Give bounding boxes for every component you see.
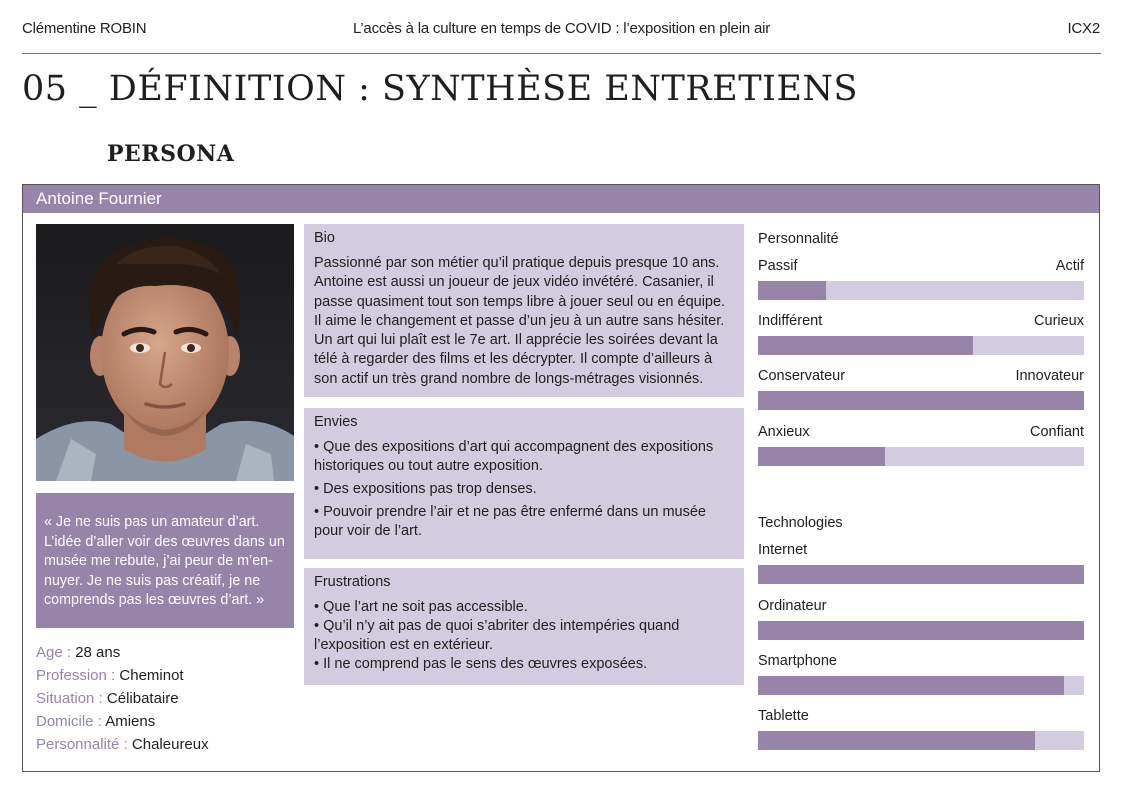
tech-bar-track [758, 676, 1084, 695]
fact-value: 28 ans [75, 644, 121, 661]
bio-title: Bio [314, 230, 335, 246]
envies-item: • Pouvoir prendre l’air et ne pas être enfermé dans un musée pour voir de l’art. [314, 504, 706, 539]
tech-label: Tablette [758, 708, 809, 724]
technologies-title: Technologies [758, 515, 843, 531]
fact-label: Domicile : [36, 713, 102, 730]
trait-bar-fill [758, 336, 973, 355]
fact-label: Personnalité : [36, 736, 128, 753]
frustrations-item: • Qu’il n’y ait pas de quoi s’abriter des intempéries quand l’exposition est en extérieur. [314, 618, 680, 653]
tech-bar-track [758, 565, 1084, 584]
envies-item: • Des expositions pas trop denses. [314, 481, 537, 497]
tech-bar-track [758, 621, 1084, 640]
trait-left-label: Anxieux [758, 424, 810, 440]
fact-profession [36, 664, 209, 687]
trait-left-label: Conservateur [758, 368, 846, 384]
fact-value: Cheminot [119, 667, 184, 684]
header-project-title: L’accès à la culture en temps de COVID : l’exposition en plein air [352, 20, 771, 37]
persona-photo [36, 224, 294, 481]
personality-title: Personnalité [758, 231, 839, 247]
trait-bar-fill [758, 281, 826, 300]
envies-title: Envies [314, 414, 358, 430]
tech-label: Ordinateur [758, 598, 827, 614]
bio-box [304, 224, 744, 397]
trait-bar-fill [758, 447, 885, 466]
trait-bar-track [758, 281, 1084, 300]
trait-right-label: Innovateur [1015, 368, 1084, 384]
tech-bar-fill [758, 676, 1064, 695]
envies-item: • Que des expositions d’art qui accompagnent des expositions historiques ou tout autre exposition. [314, 439, 714, 474]
tech-bar-fill [758, 565, 1084, 584]
frustrations-item: • Il ne comprend pas le sens des œuvres exposées. [314, 656, 648, 672]
trait-right-label: Curieux [1034, 313, 1084, 329]
section-subtitle: PERSONA [107, 141, 235, 167]
envies-box [304, 408, 744, 559]
fact-label: Profession : [36, 667, 116, 684]
trait-bar-track [758, 447, 1084, 466]
header-author: Clémentine ROBIN [22, 20, 147, 37]
tech-bar-fill [758, 731, 1035, 750]
persona-name: Antoine Fournier [23, 185, 1099, 213]
header-divider [22, 53, 1101, 54]
trait-bar-track [758, 391, 1084, 410]
fact-value: Chaleureux [131, 736, 209, 753]
frustrations-title: Frustrations [314, 574, 391, 590]
frustrations-box [304, 568, 744, 685]
persona-card [22, 184, 1100, 772]
persona-facts [36, 641, 209, 756]
fact-value: Célibataire [106, 690, 179, 707]
fact-domicile [36, 710, 209, 733]
tech-bar-fill [758, 621, 1084, 640]
tech-bar-track [758, 731, 1084, 750]
trait-left-label: Indifférent [758, 313, 823, 329]
persona-quote: « Je ne suis pas un amateur d’art. L’idée d’aller voir des œuvres dans un musée me rebute, j’ai peur de m’ennuyer. Je ne suis pas créatif, je ne comprends pas les œuvres d’art. » [36, 493, 294, 628]
trait-right-label: Actif [1055, 258, 1084, 274]
frustrations-item: • Que l’art ne soit pas accessible. [314, 599, 528, 615]
fact-label: Age : [36, 644, 72, 661]
fact-value: Amiens [105, 713, 156, 730]
fact-situation [36, 687, 209, 710]
header-code: ICX2 [1067, 20, 1100, 37]
tech-label: Internet [758, 542, 808, 558]
trait-bar-track [758, 336, 1084, 355]
fact-personnalite [36, 733, 209, 756]
trait-right-label: Confiant [1029, 424, 1084, 440]
trait-bar-fill [758, 391, 1084, 410]
page-title: 05 _ DÉFINITION : SYNTHÈSE ENTRETIENS [22, 69, 859, 109]
trait-left-label: Passif [758, 258, 798, 274]
fact-age [36, 641, 209, 664]
bio-text: Passionné par son métier qu’il pratique depuis presque 10 ans. Antoine est aussi un joueur de jeux vidéo invétéré. Casanier, il passe quasiment tout son temps libre à jouer seul ou en équipe. Il aime le changement et passe d’un jeu à un autre sans hésiter. Un art qui lui plaît est le 7e art. Il apprécie les soirées devant la télé à regarder des films et les décrypter. Il compte d’ailleurs à son actif un très grand nombre de longs-métrages visionnés. [314, 255, 726, 387]
tech-label: Smartphone [758, 653, 837, 669]
fact-label: Situation : [36, 690, 103, 707]
